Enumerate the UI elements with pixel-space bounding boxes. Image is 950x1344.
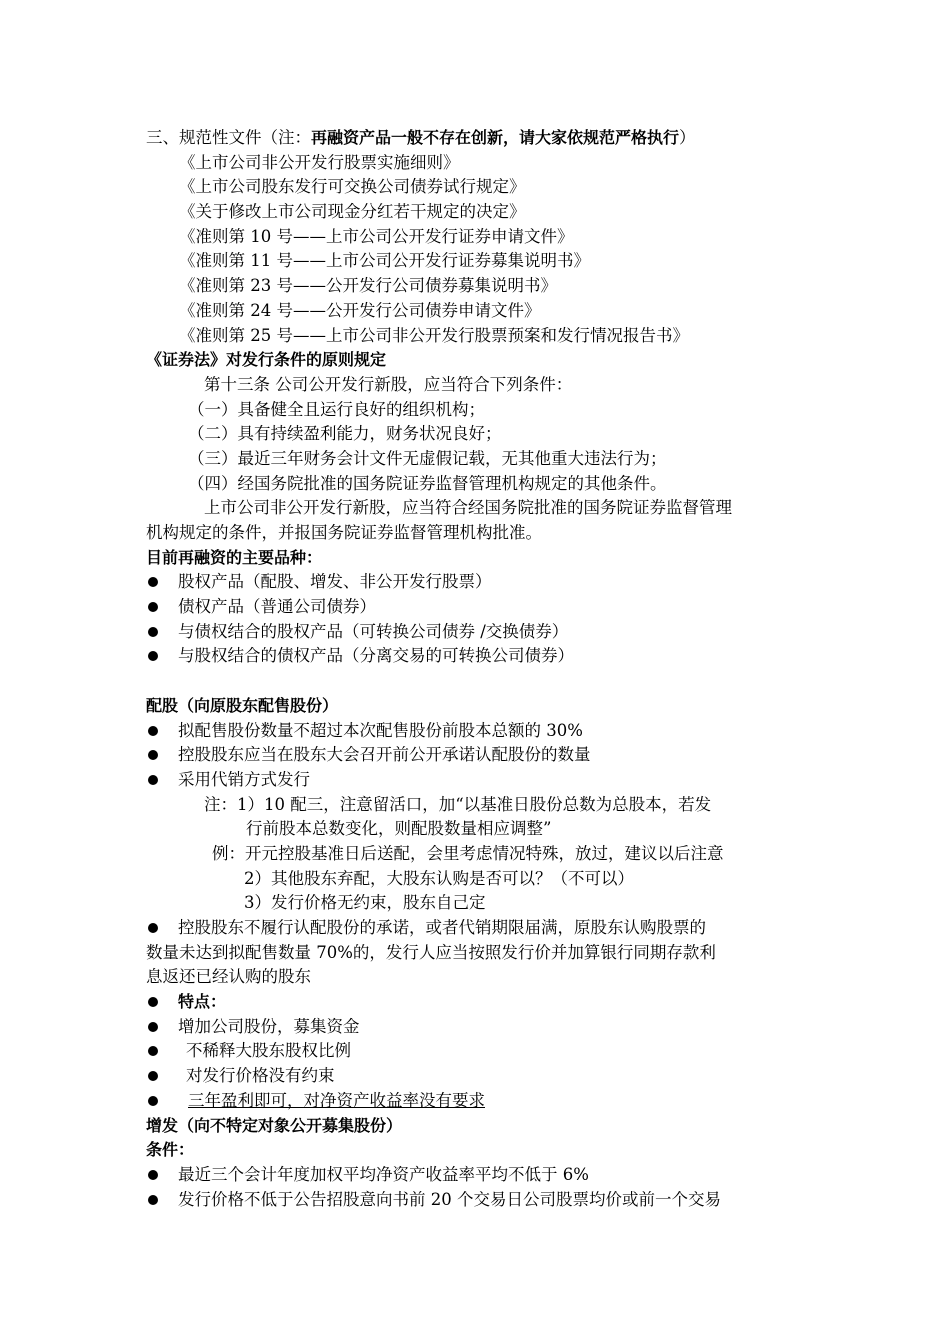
rights-item: 采用代销方式发行 [146, 768, 816, 793]
rights-issue-title: 配股（向原股东配售股份） [146, 695, 339, 715]
feature-item: 不稀释大股东股权比例 [146, 1039, 816, 1064]
bullet-icon [148, 1170, 158, 1180]
section3-block [146, 126, 816, 1212]
bullet-icon [148, 1071, 158, 1081]
note-line: 2）其他股东弃配，大股东认购是否可以？（不可以） [244, 868, 634, 888]
variety-item: 与债权结合的股权产品（可转换公司债券 /交换债券） [146, 620, 816, 645]
private-placement-line: 机构规定的条件，并报国务院证券监督管理机构批准。 [146, 523, 542, 542]
feature-item: 三年盈利即可，对净资产收益率没有要求 [146, 1089, 816, 1114]
article-13: 第十三条 公司公开发行新股，应当符合下列条件： [204, 374, 573, 394]
bullet-icon [148, 1096, 158, 1106]
bullet-icon [148, 775, 158, 785]
conditions-title: 条件： [146, 1140, 195, 1160]
doc-item: 《准则第 24 号——公开发行公司债券申请文件》 [179, 300, 541, 320]
doc-item: 《上市公司股东发行可交换公司债券试行规定》 [179, 177, 526, 197]
section3-heading: 三、规范性文件（注：再融资产品一般不存在创新，请大家依规范严格执行） [146, 128, 696, 147]
private-placement-line: 上市公司非公开发行新股，应当符合经国务院批准的国务院证券监督管理 [204, 498, 732, 518]
feature-item: 对发行价格没有约束 [146, 1064, 816, 1089]
variety-item: 债权产品（普通公司债券） [146, 595, 816, 620]
failure-line: 息返还已经认购的股东 [146, 967, 311, 987]
condition-item: （一）具备健全且运行良好的组织机构； [188, 399, 485, 419]
doc-item: 《准则第 23 号——公开发行公司债券募集说明书》 [179, 276, 557, 296]
variety-item: 与股权结合的债权产品（分离交易的可转换公司债券） [146, 644, 816, 669]
doc-item: 《准则第 25 号——上市公司非公开发行股票预案和发行情况报告书》 [179, 325, 689, 345]
bullet-icon [148, 750, 158, 760]
seo-item: 发行价格不低于公告招股意向书前 20 个交易日公司股票均价或前一个交易 [146, 1188, 816, 1213]
example-line: 例：开元控股基准日后送配，会里考虑情况特殊，放过，建议以后注意 [212, 843, 724, 863]
bullet-icon [148, 1195, 158, 1205]
doc-item: 《关于修改上市公司现金分红若干规定的决定》 [179, 202, 526, 222]
bullet-icon [148, 651, 158, 661]
bullet-icon [148, 1046, 158, 1056]
varieties-title: 目前再融资的主要品种： [146, 547, 323, 567]
features-title: 特点： [146, 990, 816, 1015]
securities-law-title: 《证券法》对发行条件的原则规定 [146, 350, 387, 370]
note-line: 行前股本总数变化，则配股数量相应调整” [246, 819, 552, 839]
doc-item: 《上市公司非公开发行股票实施细则》 [179, 152, 460, 172]
note-line: 注：1）10 配三，注意留活口，加“以基准日股份总数为总股本，若发 [204, 794, 712, 814]
bullet-icon [148, 923, 158, 933]
condition-item: （二）具有持续盈利能力，财务状况良好； [188, 424, 502, 444]
condition-item: （三）最近三年财务会计文件无虚假记载，无其他重大违法行为； [188, 448, 667, 468]
seo-item: 最近三个会计年度加权平均净资产收益率平均不低于 6% [146, 1163, 816, 1188]
feature-item: 增加公司股份，募集资金 [146, 1015, 816, 1040]
variety-item: 股权产品（配股、增发、非公开发行股票） [146, 570, 816, 595]
spacer [146, 669, 816, 694]
failure-line: 数量未达到拟配售数量 70%的，发行人应当按照发行价并加算银行同期存款利 [146, 942, 716, 962]
bullet-icon [148, 627, 158, 637]
bullet-icon [148, 997, 158, 1007]
seo-title: 增发（向不特定对象公开募集股份） [146, 1115, 403, 1135]
failure-line: 控股股东不履行认配股份的承诺，或者代销期限届满，原股东认购股票的 [146, 916, 816, 941]
bullet-icon [148, 602, 158, 612]
bullet-icon [148, 726, 158, 736]
doc-item: 《准则第 11 号——上市公司公开发行证券募集说明书》 [179, 251, 590, 271]
condition-item: （四）经国务院批准的国务院证券监督管理机构规定的其他条件。 [188, 473, 667, 493]
rights-item: 拟配售股份数量不超过本次配售股份前股本总额的 30% [146, 719, 816, 744]
bullet-icon [148, 577, 158, 587]
note-line: 3）发行价格无约束，股东自己定 [244, 893, 486, 913]
doc-item: 《准则第 10 号——上市公司公开发行证券申请文件》 [179, 226, 574, 246]
bullet-icon [148, 1022, 158, 1032]
rights-item: 控股股东应当在股东大会召开前公开承诺认配股份的数量 [146, 743, 816, 768]
